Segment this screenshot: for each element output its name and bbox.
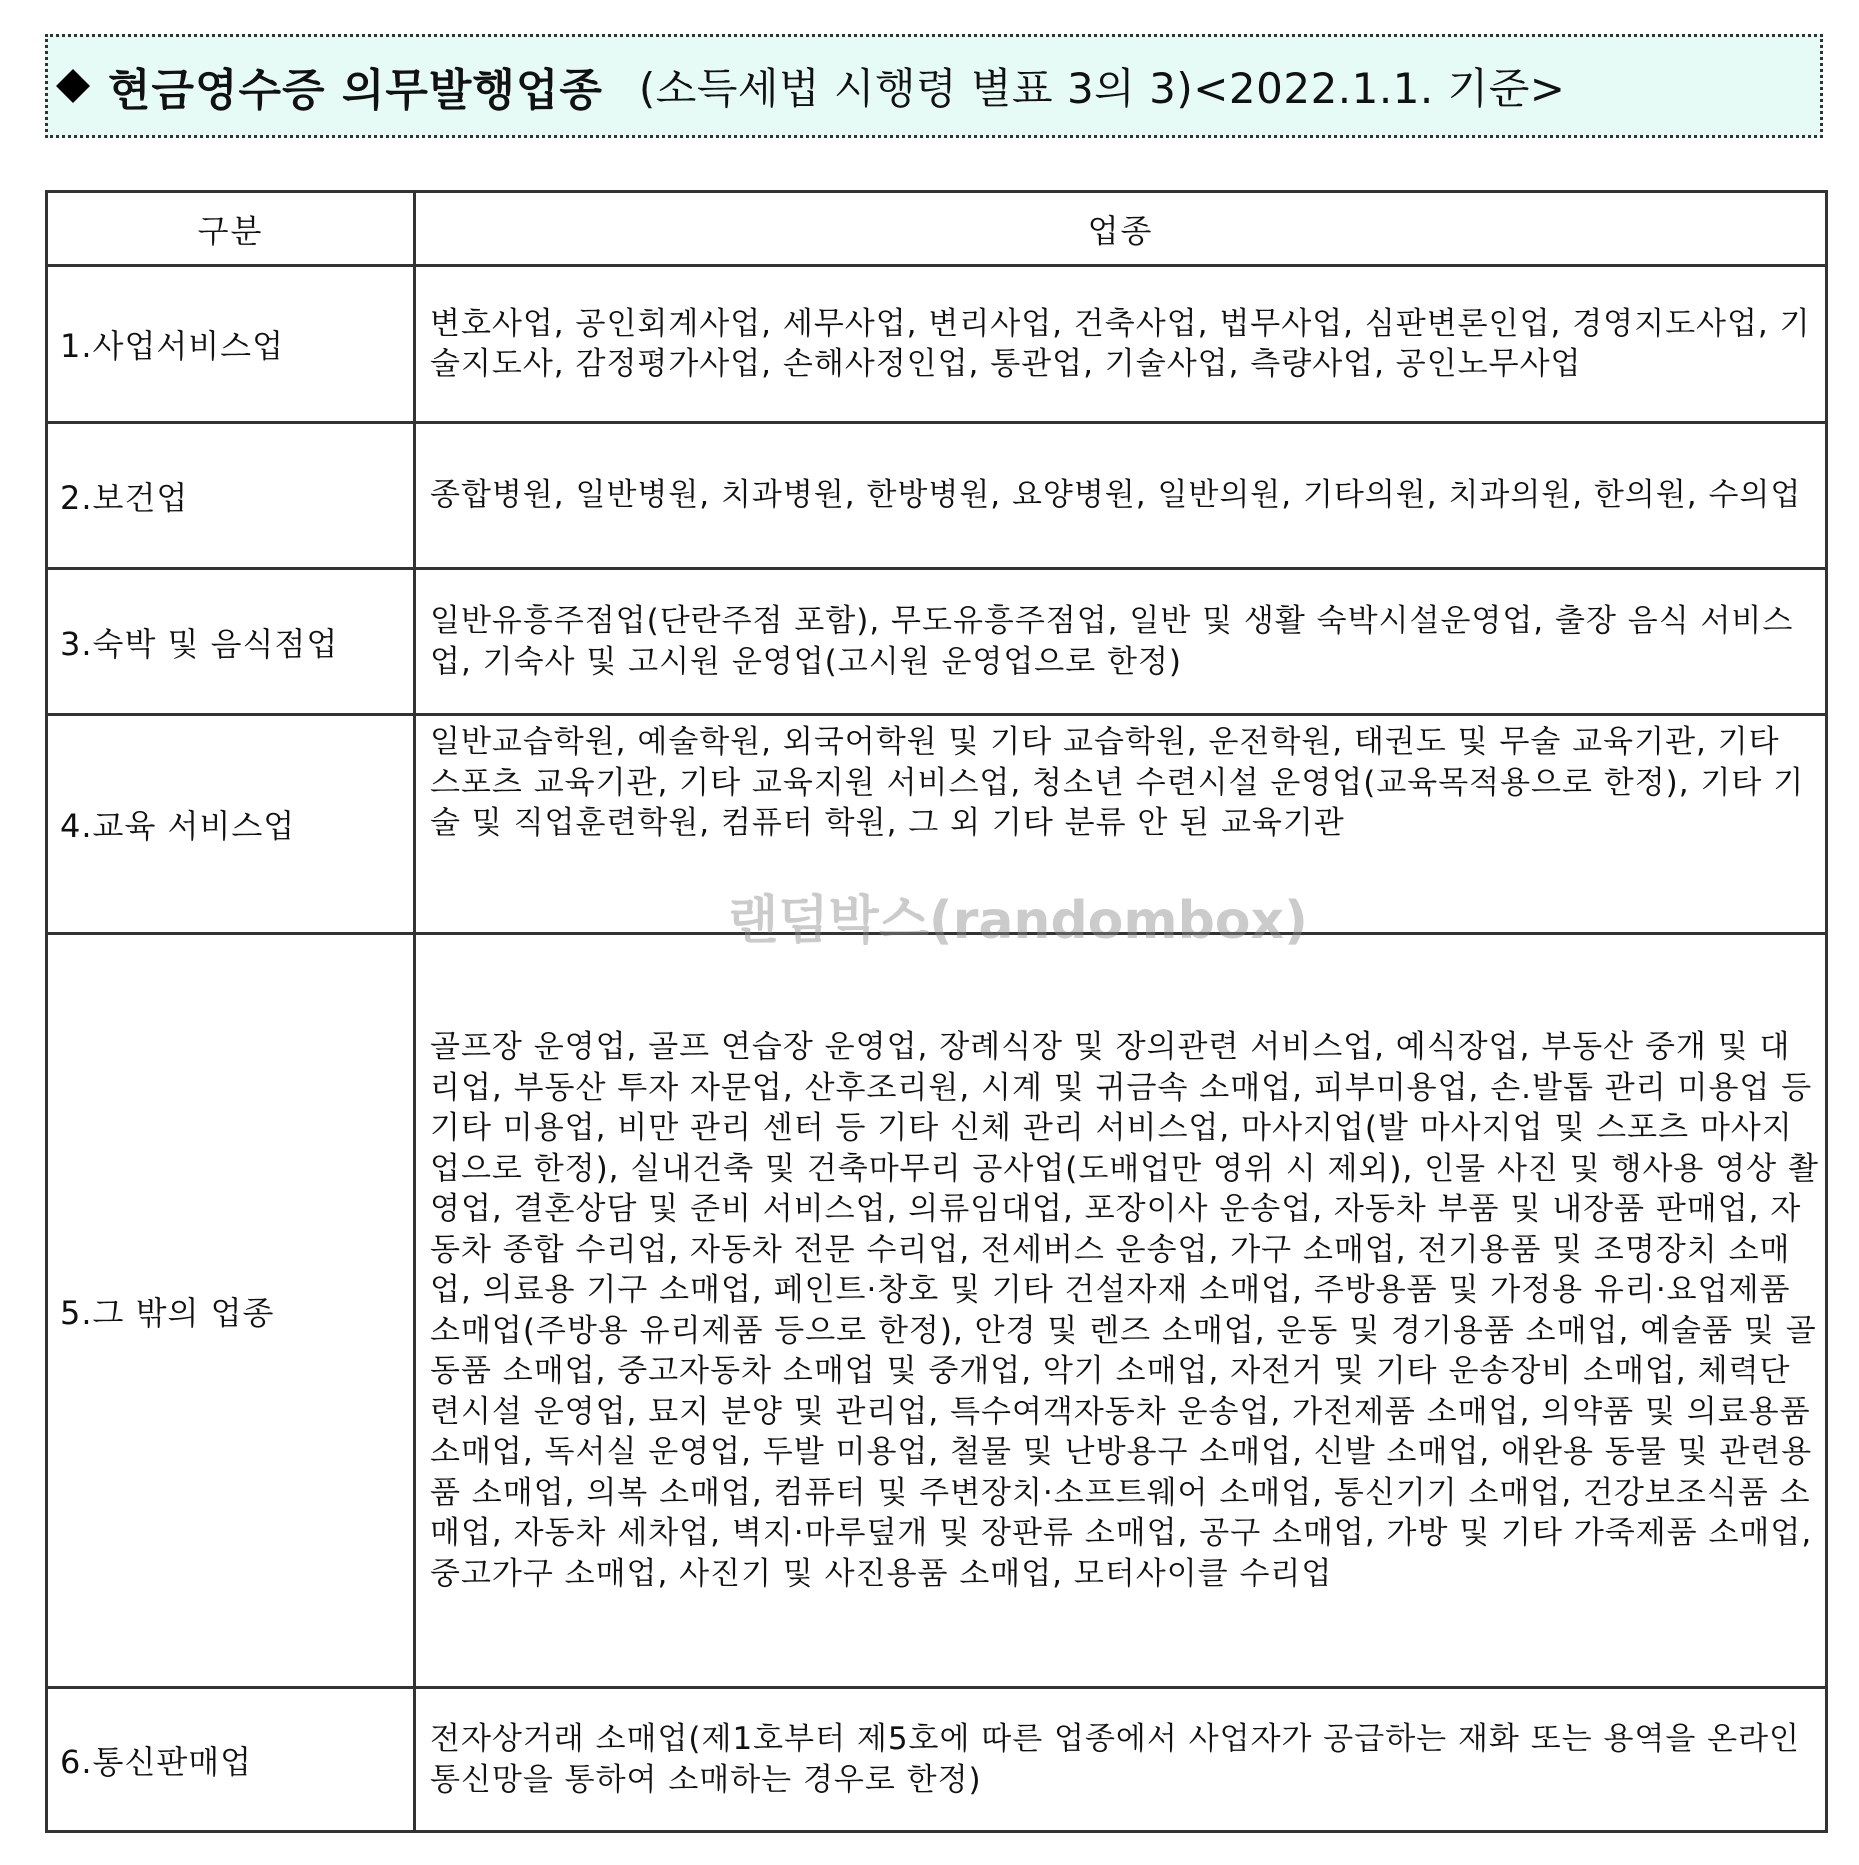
table-row xyxy=(47,1688,1827,1832)
column-header-industry: 업종 xyxy=(415,192,1827,266)
document-subtitle: (소득세법 시행령 별표 3의 3)<2022.1.1. 기준> xyxy=(638,64,1566,113)
table-row xyxy=(47,569,1827,715)
category-cell: 1.사업서비스업 xyxy=(47,266,415,423)
category-cell: 5.그 밖의 업종 xyxy=(47,934,415,1688)
table-row xyxy=(47,266,1827,423)
category-cell: 2.보건업 xyxy=(47,423,415,569)
category-cell: 3.숙박 및 음식점업 xyxy=(47,569,415,715)
document-title: 현금영수증 의무발행업종 xyxy=(108,65,603,116)
industries-cell: 종합병원, 일반병원, 치과병원, 한방병원, 요양병원, 일반의원, 기타의원, 치과의원, 한의원, 수의업 xyxy=(415,423,1827,569)
industry-table xyxy=(45,190,1828,1833)
industries-cell: 일반유흥주점업(단란주점 포함), 무도유흥주점업, 일반 및 생활 숙박시설운영업, 출장 음식 서비스업, 기숙사 및 고시원 운영업(고시원 운영업으로 한정) xyxy=(415,569,1827,715)
document-title-box xyxy=(45,34,1823,138)
industries-cell: 전자상거래 소매업(제1호부터 제5호에 따른 업종에서 사업자가 공급하는 재화 또는 용역을 온라인 통신망을 통하여 소매하는 경우로 한정) xyxy=(415,1688,1827,1832)
table-header-row xyxy=(47,192,1827,266)
category-cell: 6.통신판매업 xyxy=(47,1688,415,1832)
column-header-category: 구분 xyxy=(47,192,415,266)
table-row xyxy=(47,934,1827,1688)
table-row xyxy=(47,715,1827,934)
industries-cell: 골프장 운영업, 골프 연습장 운영업, 장례식장 및 장의관련 서비스업, 예식장업, 부동산 중개 및 대리업, 부동산 투자 자문업, 산후조리원, 시계 및 귀금속 소매업, 피부미용업, 손.발톱 관리 미용업 등 기타 미용업, 비만 관리 센터 등 기타 신체 관리 서비스업, 마사지업(발 마사지업 및 스포츠 마사지업으로 한정), 실내건축 및 건축마무리 공사업(도배업만 영위 시 제외), 인물 사진 및 행사용 영상 촬영업, 결혼상담 및 준비 서비스업, 의류임대업, 포장이사 운송업, 자동차 부품 및 내장품 판매업, 자동차 종합 수리업, 자동차 전문 수리업, 전세버스 운송업, 가구 소매업, 전기용품 및 조명장치 소매업, 의료용 기구 소매업, 페인트·창호 및 기타 건설자재 소매업, 주방용품 및 가정용 유리·요업제품 소매업(주방용 유리제품 등으로 한정), 안경 및 렌즈 소매업, 운동 및 경기용품 소매업, 예술품 및 골동품 소매업, 중고자동차 소매업 및 중개업, 악기 소매업, 자전거 및 기타 운송장비 소매업, 체력단련시설 운영업, 묘지 분양 및 관리업, 특수여객자동차 운송업, 가전제품 소매업, 의약품 및 의료용품 소매업, 독서실 운영업, 두발 미용업, 철물 및 난방용구 소매업, 신발 소매업, 애완용 동물 및 관련용품 소매업, 의복 소매업, 컴퓨터 및 주변장치·소프트웨어 소매업, 통신기기 소매업, 건강보조식품 소매업, 자동차 세차업, 벽지·마루덮개 및 장판류 소매업, 공구 소매업, 가방 및 기타 가죽제품 소매업, 중고가구 소매업, 사진기 및 사진용품 소매업, 모터사이클 수리업 xyxy=(415,934,1827,1688)
category-cell: 4.교육 서비스업 xyxy=(47,715,415,934)
watermark-text: 랜덤박스(randombox) xyxy=(728,891,1308,951)
diamond-bullet-icon xyxy=(56,69,90,103)
table-row xyxy=(47,423,1827,569)
industries-cell: 일반교습학원, 예술학원, 외국어학원 및 기타 교습학원, 운전학원, 태권도 및 무술 교육기관, 기타 스포츠 교육기관, 기타 교육지원 서비스업, 청소년 수련시설 운영업(교육목적용으로 한정), 기타 기술 및 직업훈련학원, 컴퓨터 학원, 그 외 기타 분류 안 된 교육기관 xyxy=(415,715,1827,934)
industries-cell: 변호사업, 공인회계사업, 세무사업, 변리사업, 건축사업, 법무사업, 심판변론인업, 경영지도사업, 기술지도사, 감정평가사업, 손해사정인업, 통관업, 기술사업, 측량사업, 공인노무사업 xyxy=(415,266,1827,423)
